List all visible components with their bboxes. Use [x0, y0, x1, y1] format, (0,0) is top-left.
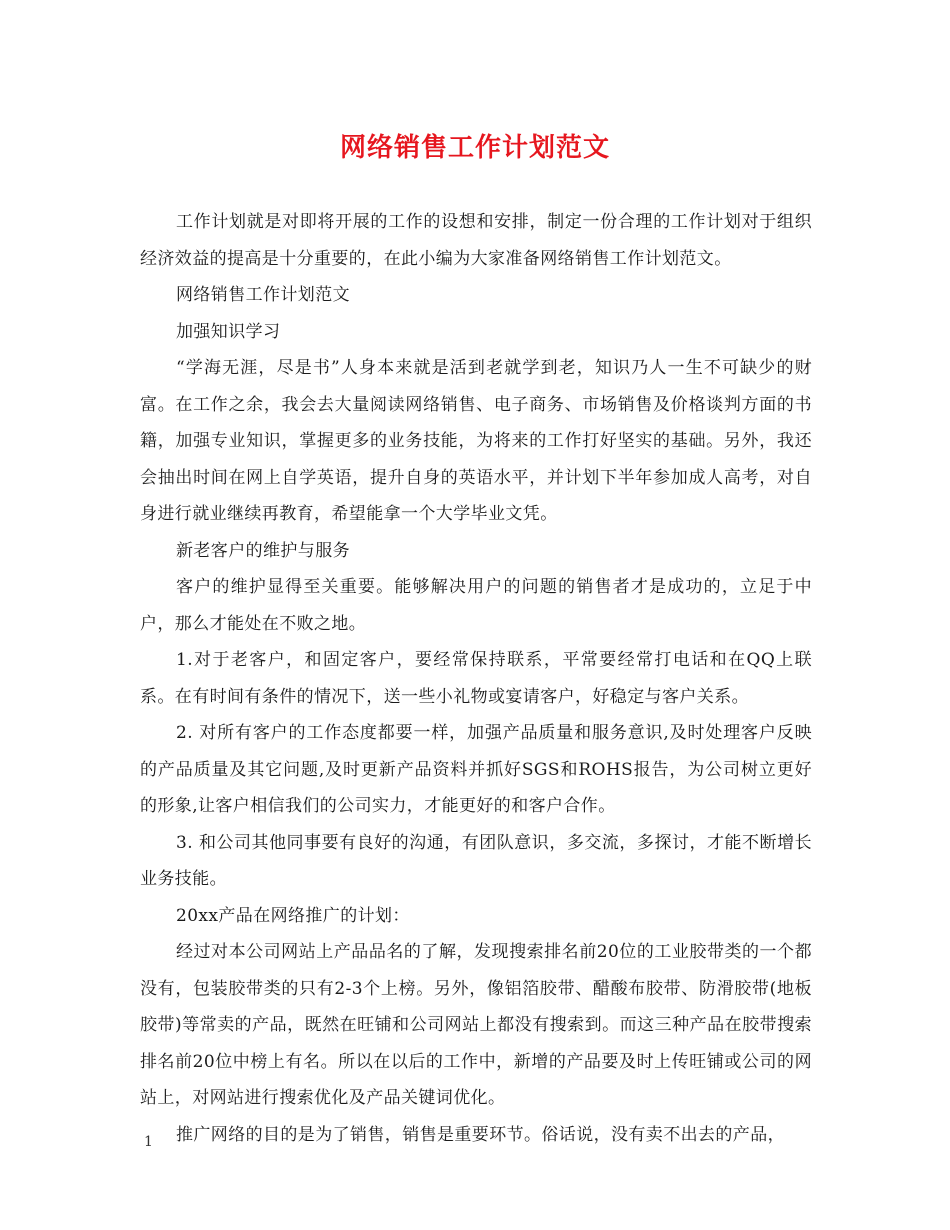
document-title: 网络销售工作计划范文: [339, 133, 610, 163]
list-item-2: 2. 对所有客户的工作态度都要一样，加强产品质量和服务意识,及时处理客户反映的产品质量及其它问题,及时更新产品资料并抓好SGS和ROHS报告，为公司树立更好的形象,让客户相信我们的公司实力，才能更好的和客户合作。: [140, 723, 812, 816]
document-body: [140, 204, 812, 1153]
paragraph-intro: 工作计划就是对即将开展的工作的设想和安排，制定一份合理的工作计划对于组织经济效益的提高是十分重要的，在此小编为大家准备网络销售工作计划范文。: [140, 212, 812, 269]
section-heading-customers: 新老客户的维护与服务: [176, 540, 350, 561]
list-item-3: 3. 和公司其他同事要有良好的沟通，有团队意识，多交流，多探讨，才能不断增长业务技能。: [140, 832, 812, 889]
paragraph-promotion: 经过对本公司网站上产品品名的了解，发现搜索排名前20位的工业胶带类的一个都没有，包装胶带类的只有2-3个上榜。另外，像铝箔胶带、醋酸布胶带、防滑胶带(地板胶带)等常卖的产品，既然在旺铺和公司网站上都没有搜索到。而这三种产品在胶带搜索排名前20位中榜上有名。所以在以后的工作中，新增的产品要及时上传旺铺或公司的网站上，对网站进行搜索优化及产品关键词优化。: [140, 942, 812, 1108]
list-item-1: 1.对于老客户，和固定客户，要经常保持联系，平常要经常打电话和在QQ上联系。在有时间有条件的情况下，送一些小礼物或宴请客户，好稳定与客户关系。: [140, 650, 812, 707]
paragraph-customers: 客户的维护显得至关重要。能够解决用户的问题的销售者才是成功的，立足于中户，那么才能处在不败之地。: [140, 577, 812, 634]
paragraph-subtitle: 网络销售工作计划范文: [176, 285, 350, 305]
page-number: 1: [144, 1134, 153, 1150]
section-heading-promotion: 20xx产品在网络推广的计划：: [176, 905, 410, 926]
section-heading-knowledge: 加强知识学习: [176, 321, 281, 342]
paragraph-knowledge: “学海无涯，尽是书”人身本来就是活到老就学到老，知识乃人一生不可缺少的财富。在工作之余，我会去大量阅读网络销售、电子商务、市场销售及价格谈判方面的书籍，加强专业知识，掌握更多的业务技能，为将来的工作打好坚实的基础。另外，我还会抽出时间在网上自学英语，提升自身的英语水平，并计划下半年参加成人高考，对自身进行就业继续再教育，希望能拿一个大学毕业文凭。: [140, 358, 812, 524]
paragraph-sales: 推广网络的目的是为了销售，销售是重要环节。俗话说，没有卖不出去的产品，: [176, 1124, 785, 1145]
